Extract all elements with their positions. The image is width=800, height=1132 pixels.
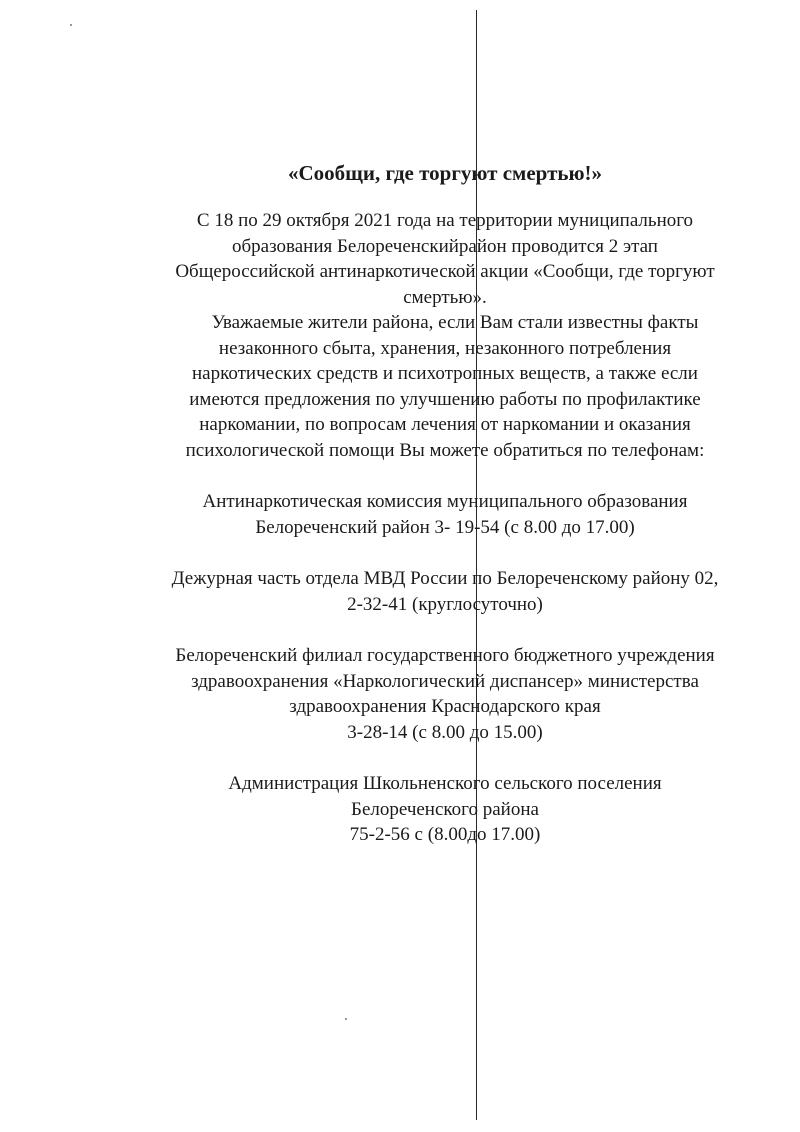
document-body <box>110 160 780 848</box>
text-line: С 18 по 29 октября 2021 года на территории муниципального <box>196 210 694 231</box>
text-line: Антинаркотическая комиссия муниципального образования <box>202 491 688 512</box>
scan-speck <box>345 1018 347 1020</box>
appeal-paragraph <box>110 310 780 463</box>
contact-settlement-administration <box>110 771 780 848</box>
text-line: Администрация Школьненского сельского поселения <box>228 773 662 794</box>
text-line: 75-2-56 с (8.00до 17.00) <box>349 824 541 845</box>
text-line: здравоохранения Краснодарского края <box>289 696 601 717</box>
document-title: «Сообщи, где торгуют смертью!» <box>287 161 603 185</box>
text-line: Уважаемые жители района, если Вам стали известны факты <box>211 312 699 333</box>
text-line: незаконного сбыта, хранения, незаконного потребления <box>218 337 672 359</box>
text-line: Дежурная часть отдела МВД России по Белореченскому району 02, <box>171 568 719 589</box>
text-line: наркомании, по вопросам лечения от наркомании и оказания <box>199 414 691 435</box>
intro-paragraph <box>110 208 780 310</box>
text-line: образования Белореченскийрайон проводится 2 этап <box>232 235 658 257</box>
contact-anti-drug-commission <box>110 489 780 540</box>
text-line: 3-28-14 (с 8.00 до 15.00) <box>347 721 543 743</box>
contact-narcology-dispensary <box>110 643 780 745</box>
text-line: 2-32-41 (круглосуточно) <box>347 593 543 615</box>
text-line: смертью». <box>403 286 487 308</box>
scan-speck <box>70 24 72 26</box>
text-line: Белореченского района <box>351 798 539 820</box>
text-line: имеются предложения по улучшению работы по профилактике <box>189 388 701 410</box>
text-line: Белореченский район 3- 19-54 (с 8.00 до 17.00) <box>255 516 635 538</box>
contact-police-duty-unit <box>110 566 780 617</box>
text-line: психологической помощи Вы можете обратиться по телефонам: <box>185 439 705 461</box>
text-line: Белореченский филиал государственного бюджетного учреждения <box>175 645 715 666</box>
text-line: Общероссийской антинаркотической акции «Сообщи, где торгуют <box>175 261 715 282</box>
text-line: наркотических средств и психотропных веществ, а также если <box>192 363 698 384</box>
text-line: здравоохранения «Наркологический диспансер» министерства <box>191 670 699 692</box>
